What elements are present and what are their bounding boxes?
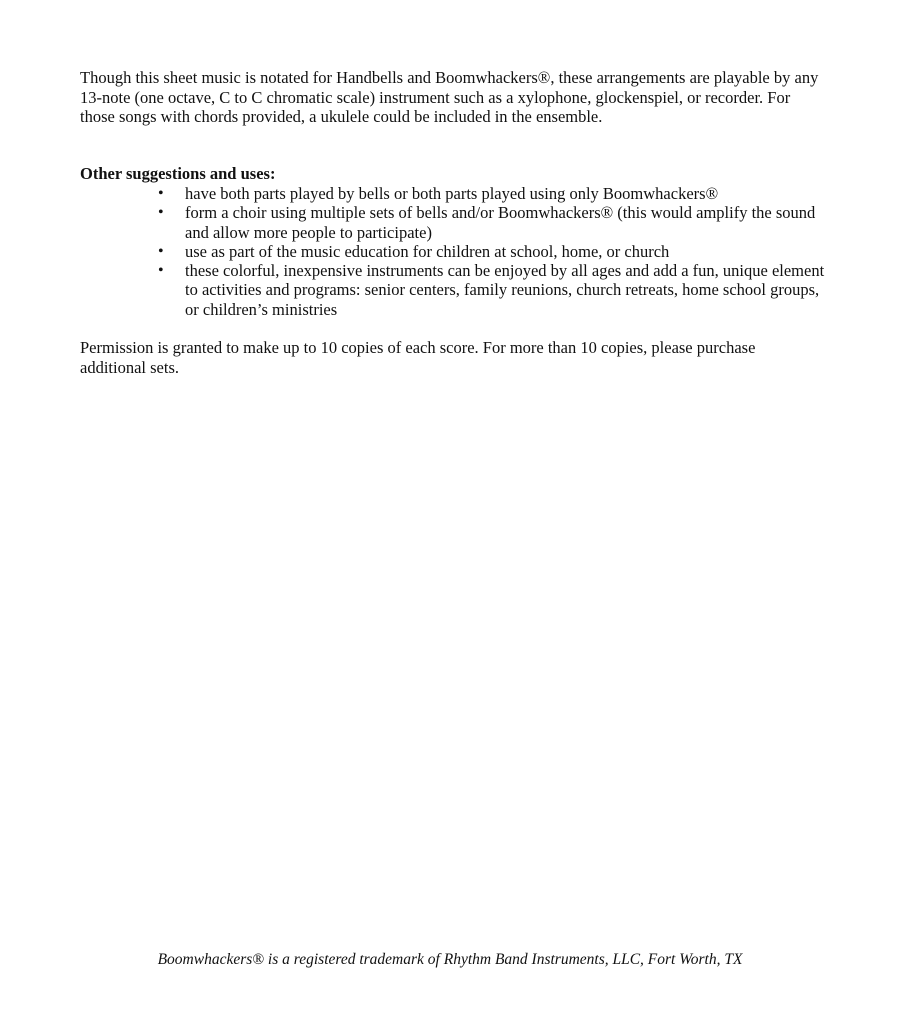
list-item: • have both parts played by bells or both parts played using only Boomwhackers®: [185, 184, 825, 203]
permission-paragraph: Permission is granted to make up to 10 copies of each score. For more than 10 copies, please purchase additional sets.: [80, 338, 756, 377]
suggestions-heading: Other suggestions and uses:: [80, 164, 276, 183]
list-item: • use as part of the music education for children at school, home, or church: [185, 242, 825, 261]
list-item: • these colorful, inexpensive instruments can be enjoyed by all ages and add a fun, unique element to activities and programs: senior centers, family reunions, church retreats, home school groups, or children’s ministries: [185, 261, 825, 319]
trademark-footer: Boomwhackers® is a registered trademark of Rhythm Band Instruments, LLC, Fort Worth, TX: [157, 951, 743, 968]
suggestions-list: [185, 184, 825, 319]
list-item: • form a choir using multiple sets of bells and/or Boomwhackers® (this would amplify the sound and allow more people to participate): [185, 203, 825, 242]
intro-paragraph: Though this sheet music is notated for Handbells and Boomwhackers®, these arrangements are playable by any 13-note (one octave, C to C chromatic scale) instrument such as a xylophone, glockenspiel, or recorder. For those songs with chords provided, a ukulele could be included in the ensemble.: [80, 68, 819, 126]
